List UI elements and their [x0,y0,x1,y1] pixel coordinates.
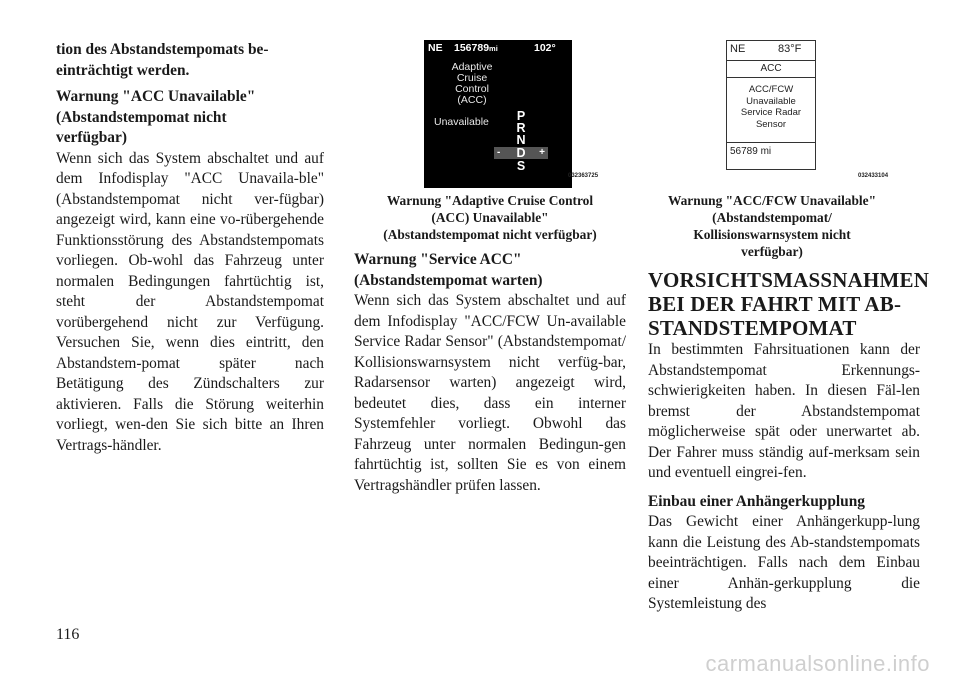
caption-figure-2: Warnung "ACC/FCW Unavailable" (Abstandstempomat/ Kollisionswarnsystem nicht verfügbar) [667,193,877,259]
column-middle [354,250,626,496]
body-precautions: In bestimmten Fahrsituationen kann der Abstandstempomat Erkennungs-schwierigkeiten haben. In diesen Fäl-len bremst der Abstandstempomat möglicherweise spät oder unerwartet ab. Der Fahrer muss ständig auf-merksam sein und eventuell eingrei-fen. [648,341,920,481]
cluster-display-acc-unavailable [424,40,572,188]
body-trailer-hitch: Das Gewicht einer Anhängerkupp-lung kann die Leistung des Ab-standstempomats beeinträchtigen. Falls nach dem Einbau einer Anhän-gerkupplung die Systemleistung des [648,513,920,612]
evic-message: ACC/FCW Unavailable Service Radar Sensor [740,84,802,130]
intro-text: tion des Abstandstempomats be- einträchtigt werden. [56,41,269,79]
heading-acc-unavailable-2: (Abstandstempomat nicht [56,108,227,126]
heading-acc-unavailable: Warnung "ACC Unavailable" [56,88,256,105]
figure-code-2: 032433104 [858,173,889,179]
page-number: 116 [56,626,80,643]
evic-compass: NE [730,43,746,55]
display-odometer: 156789 [454,42,490,54]
gear-s: S [516,159,526,173]
evic-display-acc-fcw-unavailable [726,40,892,186]
heading-acc-unavailable-3: verfügbar) [56,129,127,146]
gear-d: D [516,146,526,160]
gear-n: N [516,133,526,147]
display-temperature: 102° [534,42,556,54]
watermark: carmanualsonline.info [705,651,930,676]
body-service-acc: Wenn sich das System abschaltet und auf dem Infodisplay "ACC/FCW Un-available Service Radar Sensor" (Abstandstempomat/ Kollisionswarnsystem nicht verfüg-bar, Radarsensor warten) angezeigt wird, bedeutet dies, dass ein interner Systemfehler vorliegt. Obwohl das Fahrzeug unter normalen Bedingun-gen fahrtüchtig ist, sollten Sie es von einem Vertragshändler prüfen lassen. [354,292,626,494]
evic-odometer: 56789 mi [730,146,772,157]
column-left [56,40,324,456]
display-status: Unavailable [434,116,489,128]
caption-figure-1: Warnung "Adaptive Cruise Control (ACC) Unavailable" (Abstandstempomat nicht verfügbar) [383,193,597,242]
display-msg-1: Adaptive [451,61,493,73]
gear-p: P [516,109,526,123]
display-odometer-unit: mi [489,44,498,53]
heading-service-acc: Warnung "Service ACC" [354,251,522,268]
evic-acc-label: ACC [760,63,782,74]
display-msg-4: (ACC) [457,94,487,106]
section-title-3: STANDSTEMPOMAT [648,316,857,340]
display-compass: NE [428,42,443,54]
display-msg-3: Control [455,83,489,95]
column-right [648,268,930,615]
gear-indicator [497,109,545,173]
body-acc-unavailable: Wenn sich das System abschaltet und auf dem Infodisplay "ACC Unavaila-ble" (Abstandstempomat nicht ver-fügbar) angezeigt wird, kann eine vo-rübergehende Funktionsstörung des Abstandstempomats vorliegen. Ob-wohl das Fahrzeug unter normalen Bedingungen fahrtüchtig ist, steht der Abstandstempomat vorübergehend nicht zur Verfügung. Versuchen Sie, wenn dies eintritt, den Abstandstem-pomat später nach Betätigung des Zündschalters zur aktivieren. Falls die Störung weiterhin vorliegt, wen-den Sie sich bitte an Ihren Vertrags-händler. [56,149,324,454]
heading-trailer-hitch: Einbau einer Anhängerkupplung [648,492,865,510]
gear-minus: - [497,147,501,158]
heading-service-acc-2: (Abstandstempomat warten) [354,271,543,289]
section-title-2: BEI DER FAHRT MIT AB- [648,292,902,316]
display-msg-2: Cruise [456,72,488,84]
gear-r: R [516,121,526,135]
evic-temperature: 83°F [778,43,802,55]
figure-code-1: 032363725 [568,173,599,179]
section-title-1: VORSICHTSMASSNAHMEN [648,268,930,292]
gear-plus: + [539,147,545,158]
